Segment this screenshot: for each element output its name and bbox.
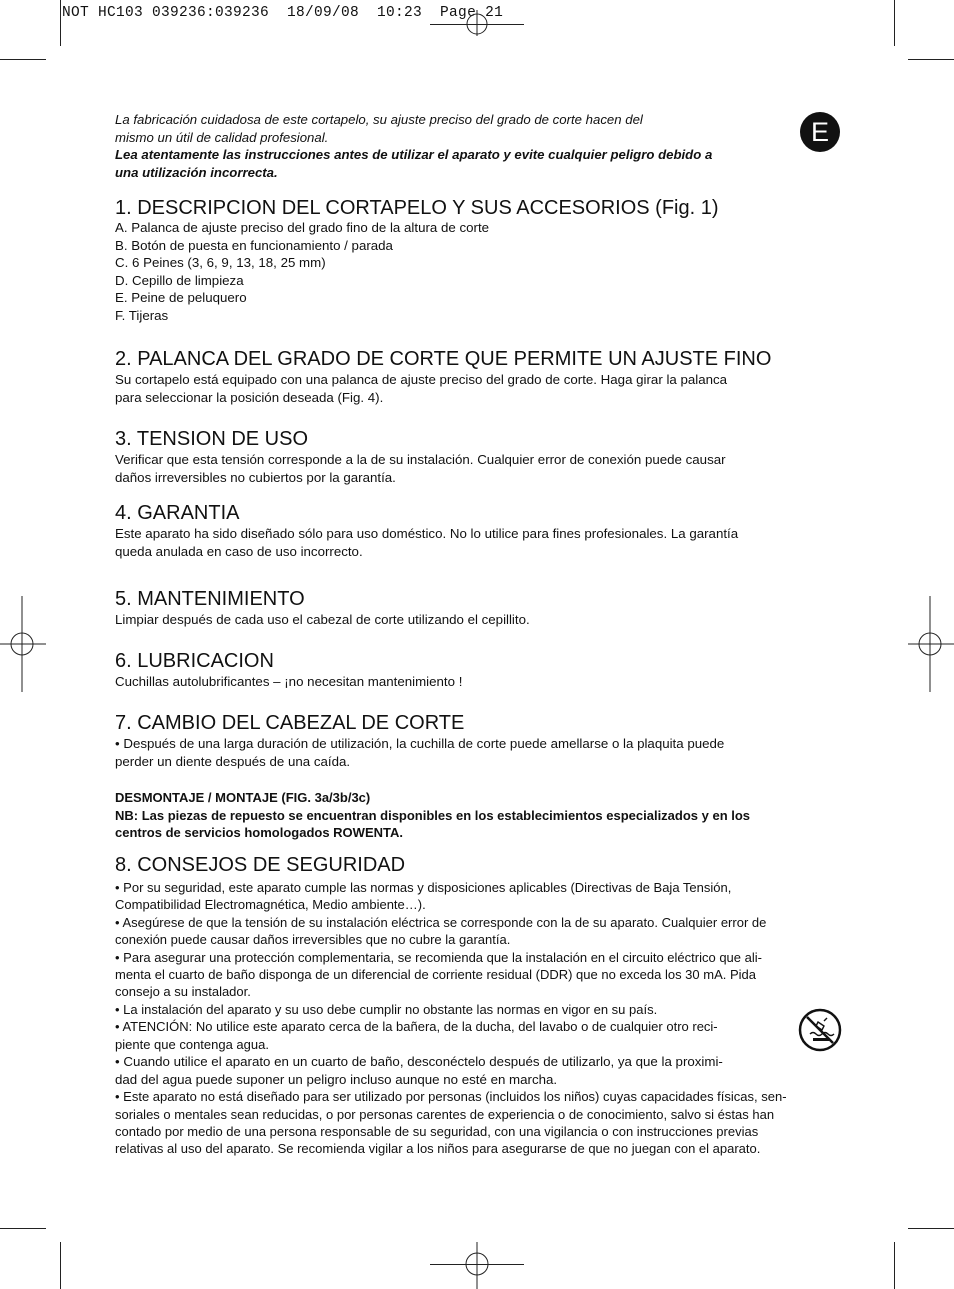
- note-line: NB: Las piezas de repuesto se encuentran disponibles en los establecimientos especializados y en los: [115, 807, 751, 823]
- safety-line: soriales o mentales sean reducidas, o por personas carentes de experiencia o de conocimiento, salvo si éstas han: [115, 1106, 775, 1122]
- list-item: F. Tijeras: [115, 307, 169, 323]
- section-title: 5. MANTENIMIENTO: [115, 588, 305, 610]
- section-title: 8. CONSEJOS DE SEGURIDAD: [115, 854, 406, 876]
- language-badge: E: [800, 112, 840, 152]
- paragraph-line: Este aparato ha sido diseñado sólo para uso doméstico. No lo utilice para fines profesionales. La garantía: [115, 526, 739, 541]
- section-lever: [115, 347, 841, 406]
- safety-line: Compatibilidad Electromagnética, Medio ambiente…).: [115, 897, 426, 913]
- registration-mark-bottom: [464, 1242, 490, 1289]
- paragraph-line: Verificar que esta tensión corresponde a la de su instalación. Cualquier error de conexión puede causar: [115, 452, 726, 467]
- intro-warning-line: Lea atentamente las instrucciones antes de utilizar el aparato y evite cualquier peligro debido a: [115, 147, 713, 162]
- section-warranty: [115, 501, 841, 560]
- safety-line: piente que contenga agua.: [115, 1036, 269, 1052]
- paragraph-line: Cuchillas autolubrificantes – ¡no necesitan mantenimiento !: [115, 674, 463, 689]
- section-title: 3. TENSION DE USO: [115, 428, 309, 450]
- list-item: E. Peine de peluquero: [115, 290, 247, 306]
- paragraph-line: daños irreversibles no cubiertos por la garantía.: [115, 469, 396, 485]
- intro-warning-line: una utilización incorrecta.: [115, 164, 278, 180]
- safety-line: dad del agua puede suponer un peligro incluso aunque no esté en marcha.: [115, 1071, 558, 1087]
- subheading: DESMONTAJE / MONTAJE (FIG. 3a/3b/3c): [115, 790, 371, 806]
- list-item: B. Botón de puesta en funcionamiento / parada: [115, 237, 393, 253]
- paragraph-line: Su cortapelo está equipado con una palanca de ajuste preciso del grado de corte. Haga girar la palanca: [115, 372, 728, 387]
- safety-line: menta el cuarto de baño disponga de un diferencial de corriente residual (DDR) que no exceda los 30 mA. Pida: [115, 967, 756, 983]
- intro-line: La fabricación cuidadosa de este cortapelo, su ajuste preciso del grado de corte hacen del: [115, 112, 643, 127]
- section-title: 6. LUBRICACION: [115, 650, 274, 672]
- safety-line: consejo a su instalador.: [115, 984, 251, 1000]
- paragraph-line: perder un diente después de una caída.: [115, 753, 351, 769]
- section-title: 4. GARANTIA: [115, 502, 240, 524]
- safety-line: • Asegúrese de que la tensión de su instalación eléctrica se corresponde con la de su aparato. Cualquier error de: [115, 914, 767, 930]
- paragraph-line: • Después de una larga duración de utilización, la cuchilla de corte puede amellarse o la plaquita puede: [115, 736, 725, 751]
- safety-line: • La instalación del aparato y su uso debe cumplir no obstante las normas en vigor en su país.: [115, 1001, 658, 1017]
- registration-mark-right: [908, 596, 954, 692]
- safety-line: • Este aparato no está diseñado para ser utilizado por personas (incluidos los niños) cuyas capacidades físicas, sen-: [115, 1089, 787, 1105]
- paragraph-line: para seleccionar la posición deseada (Fig. 4).: [115, 389, 384, 405]
- section-head-change: [115, 711, 841, 841]
- safety-line: contado por medio de una persona responsable de su seguridad, con una vigilancia o con instrucciones previas: [115, 1124, 759, 1140]
- safety-line: • ATENCIÓN: No utilice este aparato cerca de la bañera, de la ducha, del lavabo o de cualquier otro reci-: [115, 1019, 718, 1035]
- no-water-icon: [798, 1008, 842, 1052]
- safety-line: conexión puede causar daños irreversibles que no cubre la garantía.: [115, 932, 511, 948]
- safety-line: • Para asegurar una protección complementaria, se recomienda que la instalación en el circuito eléctrico que ali-: [115, 949, 762, 965]
- section-title: 1. DESCRIPCION DEL CORTAPELO Y SUS ACCESORIOS (Fig. 1): [115, 197, 719, 219]
- section-maintenance: [115, 587, 841, 629]
- section-voltage: [115, 427, 841, 486]
- registration-mark-top: [465, 10, 489, 36]
- paragraph-line: Limpiar después de cada uso el cabezal de corte utilizando el cepillito.: [115, 612, 530, 627]
- safety-line: relativas al uso del aparato. Se recomienda vigilar a los niños para asegurarse de que no juegan con el aparato.: [115, 1141, 761, 1157]
- section-description: [115, 196, 841, 325]
- list-item: C. 6 Peines (3, 6, 9, 13, 18, 25 mm): [115, 255, 326, 271]
- registration-mark-left: [0, 596, 46, 692]
- paragraph-line: queda anulada en caso de uso incorrecto.: [115, 543, 363, 559]
- safety-line: • Cuando utilice el aparato en un cuarto de baño, desconéctelo después de utilizarlo, ya que la proximi-: [115, 1054, 723, 1070]
- intro: [115, 111, 841, 181]
- section-lubrication: [115, 649, 841, 691]
- intro-line: mismo un útil de calidad profesional.: [115, 129, 329, 145]
- section-title: 2. PALANCA DEL GRADO DE CORTE QUE PERMITE UN AJUSTE FINO: [115, 348, 772, 370]
- section-safety: [115, 853, 841, 1158]
- printer-slug: NOT HC103 039236:039236 18/09/08 10:23 Page 21: [62, 5, 504, 21]
- section-title: 7. CAMBIO DEL CABEZAL DE CORTE: [115, 712, 465, 734]
- list-item: D. Cepillo de limpieza: [115, 272, 244, 288]
- note-line: centros de servicios homologados ROWENTA.: [115, 825, 403, 840]
- list-item: A. Palanca de ajuste preciso del grado fino de la altura de corte: [115, 220, 490, 235]
- safety-line: • Por su seguridad, este aparato cumple las normas y disposiciones aplicables (Directivas de Baja Tensión,: [115, 880, 732, 895]
